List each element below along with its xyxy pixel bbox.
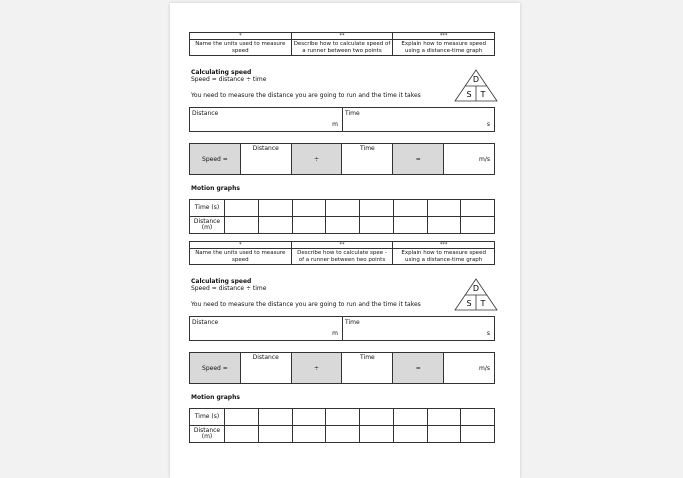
instruction-text-2: You need to measure the distance you are going to run and the time it takes (191, 301, 421, 308)
distance-label: Distance (192, 319, 219, 326)
grid-cell[interactable] (393, 409, 427, 426)
equals-symbol: = (415, 156, 421, 163)
tri-right: T (480, 90, 486, 99)
time-label: Time (345, 110, 360, 117)
success-criteria-table-2 (189, 241, 495, 265)
star-1: * (190, 33, 292, 40)
grid-cell[interactable] (258, 409, 292, 426)
grid-cell[interactable] (393, 217, 427, 234)
grid-cell[interactable] (225, 426, 259, 443)
time-unit: s (486, 330, 490, 337)
grid-cell[interactable] (326, 426, 360, 443)
grid-cell[interactable] (427, 426, 461, 443)
grid-cell[interactable] (360, 409, 394, 426)
grid-cell[interactable] (326, 409, 360, 426)
dst-triangle-icon (453, 278, 499, 312)
grid-cell[interactable] (258, 200, 292, 217)
time-box[interactable] (343, 317, 494, 340)
grid-distance-label: Distance (m) (190, 217, 225, 234)
distance-box[interactable] (190, 317, 343, 340)
task-3: Explain how to measure speed using a distance-time graph (393, 249, 495, 265)
grid-cell[interactable] (461, 409, 495, 426)
distance-input-cell[interactable] (241, 144, 292, 174)
task-2: Describe how to calculate spee - of a runner between two points (291, 249, 393, 265)
equals-symbol: = (415, 365, 421, 372)
speed-result-cell[interactable] (444, 353, 494, 383)
speed-label: Speed = (202, 365, 228, 372)
grid-time-label: Time (s) (190, 409, 225, 426)
grid-cell[interactable] (225, 217, 259, 234)
distance-input-cell[interactable] (241, 353, 292, 383)
distance-box[interactable] (190, 108, 343, 131)
measurement-boxes-2 (189, 316, 495, 341)
star-1: * (190, 242, 292, 249)
grid-cell[interactable] (360, 426, 394, 443)
worksheet-page (170, 3, 520, 478)
calc-distance-label: Distance (252, 145, 279, 152)
instruction-text: You need to measure the distance you are going to run and the time it takes (191, 92, 421, 99)
tri-left: S (466, 299, 472, 308)
divide-cell (292, 144, 343, 174)
calc-time-label: Time (360, 145, 375, 152)
motion-heading: Motion graphs (191, 185, 240, 192)
distance-label: Distance (192, 110, 219, 117)
distance-unit: m (332, 121, 338, 128)
grid-cell[interactable] (461, 426, 495, 443)
grid-cell[interactable] (427, 409, 461, 426)
grid-cell[interactable] (360, 200, 394, 217)
equals-cell (393, 353, 444, 383)
motion-grid (189, 199, 495, 234)
calc-distance-label: Distance (252, 354, 279, 361)
grid-cell[interactable] (461, 217, 495, 234)
speed-unit: m/s (478, 156, 490, 163)
grid-cell[interactable] (292, 217, 326, 234)
measurement-boxes (189, 107, 495, 132)
speed-formula: Speed = distance ÷ time (191, 76, 267, 83)
time-input-cell[interactable] (342, 353, 393, 383)
star-2: ** (291, 33, 393, 40)
success-criteria-table (189, 32, 495, 56)
grid-cell[interactable] (326, 217, 360, 234)
task-1: Name the units used to measure speed (190, 40, 292, 56)
grid-cell[interactable] (326, 200, 360, 217)
calc-heading: Calculating speed (191, 69, 252, 76)
speed-calculation-row (189, 143, 495, 175)
grid-cell[interactable] (393, 200, 427, 217)
grid-distance-label: Distance (m) (190, 426, 225, 443)
speed-formula-2: Speed = distance ÷ time (191, 285, 267, 292)
speed-label-cell (190, 353, 241, 383)
equals-cell (393, 144, 444, 174)
time-unit: s (486, 121, 490, 128)
motion-heading-2: Motion graphs (191, 394, 240, 401)
grid-time-label: Time (s) (190, 200, 225, 217)
speed-result-cell[interactable] (444, 144, 494, 174)
grid-cell[interactable] (292, 409, 326, 426)
motion-grid-2 (189, 408, 495, 443)
grid-cell[interactable] (360, 217, 394, 234)
star-3: *** (393, 242, 495, 249)
calc-heading-2: Calculating speed (191, 278, 252, 285)
star-2: ** (291, 242, 393, 249)
task-3: Explain how to measure speed using a distance-time graph (393, 40, 495, 56)
divide-cell (292, 353, 343, 383)
grid-cell[interactable] (225, 200, 259, 217)
speed-calculation-row-2 (189, 352, 495, 384)
grid-cell[interactable] (258, 217, 292, 234)
time-label: Time (345, 319, 360, 326)
time-box[interactable] (343, 108, 494, 131)
divide-symbol: ÷ (314, 156, 320, 163)
speed-unit: m/s (478, 365, 490, 372)
tri-right: T (480, 299, 486, 308)
tri-left: S (466, 90, 472, 99)
tri-top: D (472, 75, 480, 84)
tri-top: D (472, 284, 480, 293)
grid-cell[interactable] (225, 409, 259, 426)
calc-time-label: Time (360, 354, 375, 361)
task-1: Name the units used to measure speed (190, 249, 292, 265)
grid-cell[interactable] (292, 426, 326, 443)
grid-cell[interactable] (427, 200, 461, 217)
distance-unit: m (332, 330, 338, 337)
grid-cell[interactable] (393, 426, 427, 443)
speed-label: Speed = (202, 156, 228, 163)
star-3: *** (393, 33, 495, 40)
grid-cell[interactable] (461, 200, 495, 217)
divide-symbol: ÷ (314, 365, 320, 372)
grid-cell[interactable] (427, 217, 461, 234)
grid-cell[interactable] (292, 200, 326, 217)
grid-cell[interactable] (258, 426, 292, 443)
time-input-cell[interactable] (342, 144, 393, 174)
dst-triangle-icon (453, 69, 499, 103)
task-2: Describe how to calculate speed of a runner between two points (291, 40, 393, 56)
speed-label-cell (190, 144, 241, 174)
